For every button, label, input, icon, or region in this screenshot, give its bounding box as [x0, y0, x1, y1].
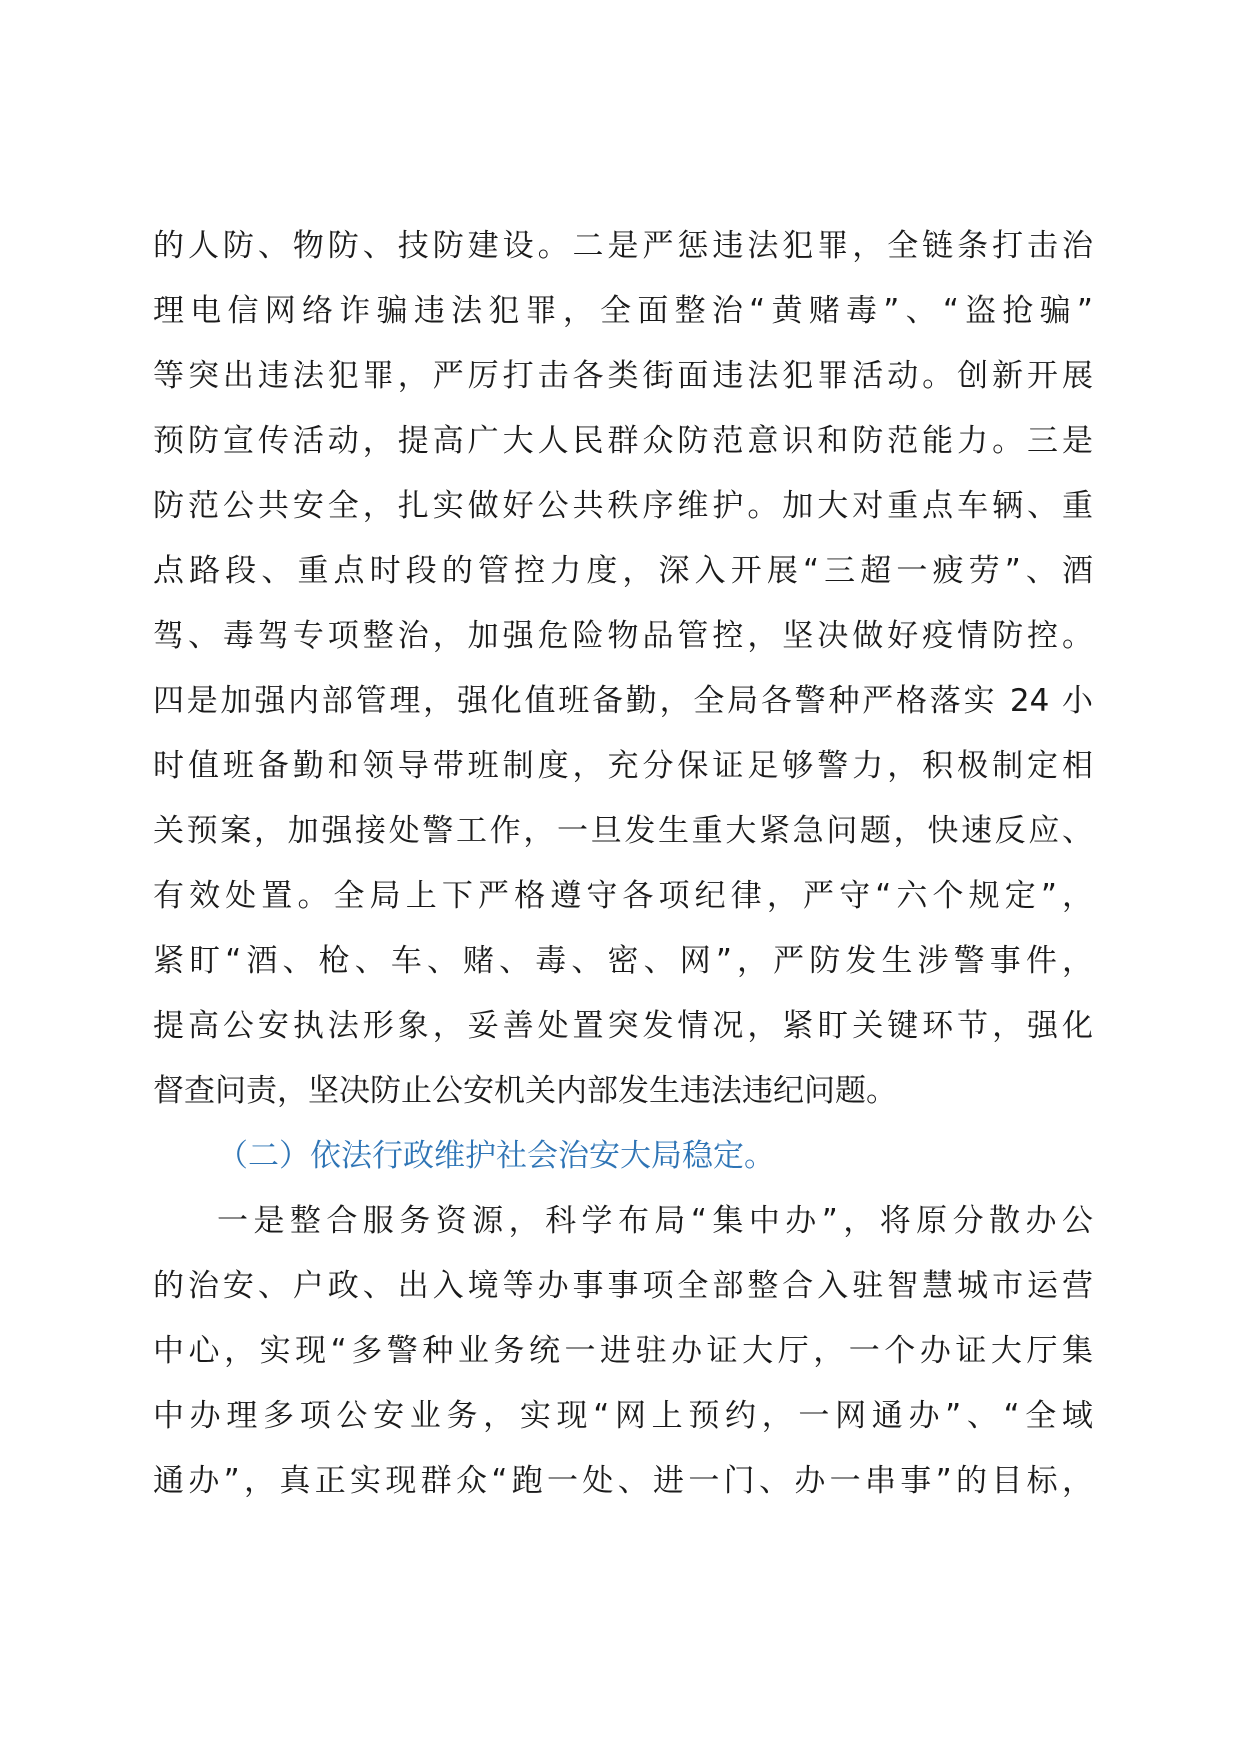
text-line: 中心，实现“多警种业务统一进驻办证大厅，一个办证大厅集	[153, 1333, 1093, 1369]
paragraph-public-security-measures	[153, 214, 1093, 1124]
text-line: 驾、毒驾专项整治，加强危险物品管控，坚决做好疫情防控。	[153, 618, 1093, 654]
text-line: 等突出违法犯罪，严厉打击各类街面违法犯罪活动。创新开展	[153, 358, 1093, 394]
section-heading: （二）依法行政维护社会治安大局稳定。	[217, 1138, 775, 1174]
text-line: 紧盯“酒、枪、车、赌、毒、密、网”，严防发生涉警事件，	[153, 943, 1093, 979]
text-line: 一是整合服务资源，科学布局“集中办”，将原分散办公	[217, 1203, 1093, 1239]
text-line: 通办”，真正实现群众“跑一处、进一门、办一串事”的目标，	[153, 1463, 1093, 1499]
text-line: 中办理多项公安业务，实现“网上预约，一网通办”、“全域	[153, 1398, 1093, 1434]
text-line: 理电信网络诈骗违法犯罪，全面整治“黄赌毒”、“盗抢骗”	[153, 293, 1093, 329]
text-line: 预防宣传活动，提高广大人民群众防范意识和防范能力。三是	[153, 423, 1093, 459]
text-line: 点路段、重点时段的管控力度，深入开展“三超一疲劳”、酒	[153, 553, 1093, 589]
text-line: 督查问责，坚决防止公安机关内部发生违法违纪问题。	[153, 1073, 897, 1109]
paragraph-service-integration	[153, 1189, 1093, 1514]
text-line: 的人防、物防、技防建设。二是严惩违法犯罪，全链条打击治	[153, 228, 1093, 264]
text-line: 关预案，加强接处警工作，一旦发生重大紧急问题，快速反应、	[153, 813, 1093, 849]
text-line: 时值班备勤和领导带班制度，充分保证足够警力，积极制定相	[153, 748, 1093, 784]
text-line: 的治安、户政、出入境等办事事项全部整合入驻智慧城市运营	[153, 1268, 1093, 1304]
document-body	[153, 214, 1093, 1514]
text-line: 提高公安执法形象，妥善处置突发情况，紧盯关键环节，强化	[153, 1008, 1093, 1044]
text-line: 四是加强内部管理，强化值班备勤，全局各警种严格落实 24 小	[153, 683, 1093, 719]
text-line: 有效处置。全局上下严格遵守各项纪律，严守“六个规定”，	[153, 878, 1093, 914]
text-line: 防范公共安全，扎实做好公共秩序维护。加大对重点车辆、重	[153, 488, 1093, 524]
